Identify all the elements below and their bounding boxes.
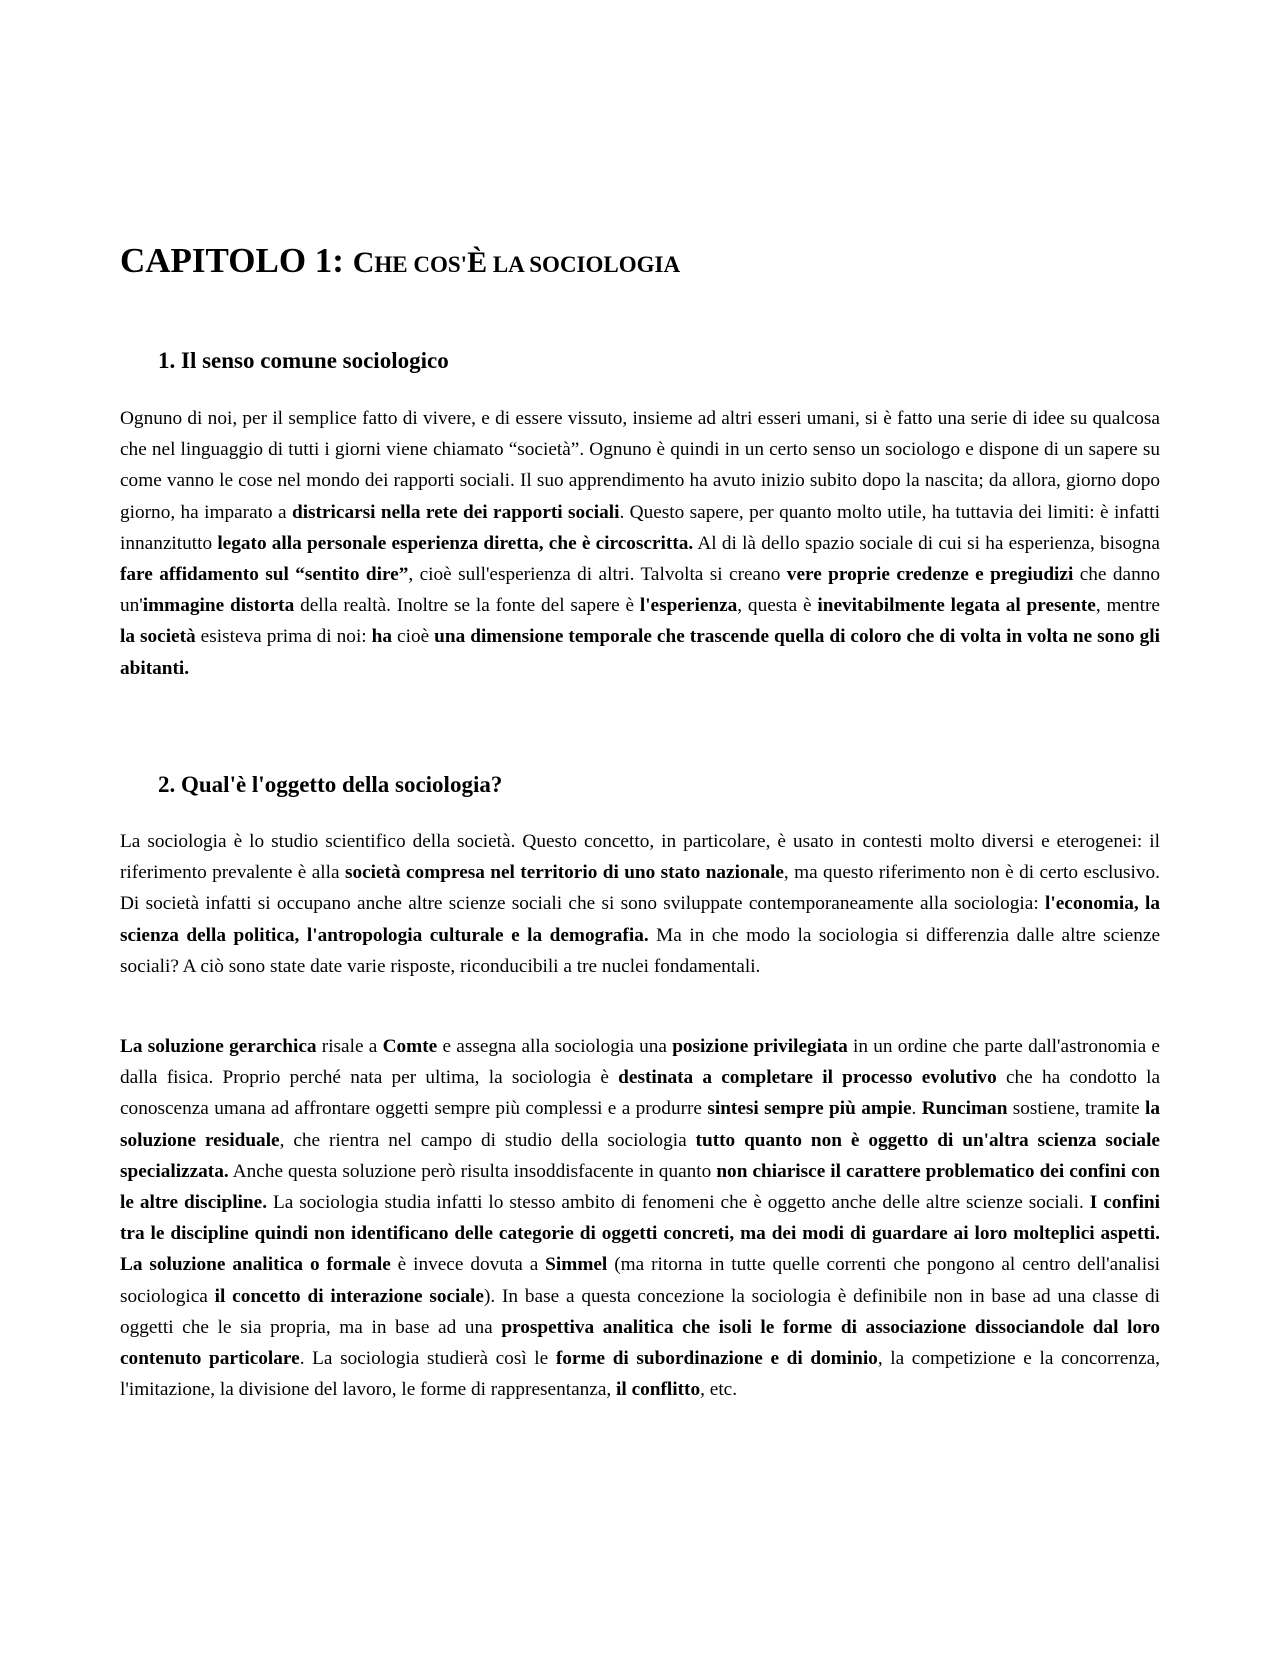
text-run: che danno un' (120, 564, 1160, 617)
bold-text-run: la società (120, 626, 196, 648)
text-run: . La sociologia studierà così le (299, 1348, 556, 1370)
bold-text-run: l'economia, la scienza della politica, l'antropologia culturale e la demografia. (120, 893, 1160, 946)
text-run: ). In base a questa concezione la sociologia è definibile non in base ad una classe di oggetti che le sia propria, ma in base ad una (120, 1285, 1161, 1338)
text-run: in un ordine che parte dall'astronomia e dalla fisica. Proprio perché nata per ultima, la sociologia è (120, 1036, 1160, 1089)
bold-text-run: una dimensione temporale che trascende quella di coloro che di volta in volta ne sono gli abitanti. (120, 626, 1160, 679)
text-run: Ognuno di noi, per il semplice fatto di vivere, e di essere vissuto, insieme ad altri esseri umani, si è fatto una serie di idee su qualcosa che nel linguaggio di tutti i giorni viene chiamato “società”. Ognuno è quindi in un certo senso un sociologo e dispone di un sapere su come vanno le cose nel mondo dei rapporti sociali. Il suo apprendimento ha avuto inizio subito dopo la nascita; da allora, giorno dopo giorno, ha imparato a (120, 408, 1160, 523)
bold-text-run: società compresa nel territorio di uno stato nazionale (344, 862, 784, 884)
bold-text-run: legato alla personale esperienza diretta, che è circoscritta. (217, 532, 694, 554)
bold-text-run: la soluzione residuale (120, 1098, 1160, 1151)
bold-text-run: non chiarisce il carattere problematico dei confini con le altre discipline. (120, 1160, 1161, 1214)
text-run: , etc. (700, 1379, 738, 1401)
chapter-title-accent: È (467, 246, 488, 279)
text-run: Al di là dello spazio sociale di cui si ha esperienza, bisogna (693, 532, 1160, 554)
bold-text-run: tutto quanto non è oggetto di un'altra scienza sociale specializzata. (120, 1129, 1160, 1182)
bold-text-run: Simmel (545, 1254, 608, 1276)
section-title-oggetto-sociologia: 2. Qual'è l'oggetto della sociologia? (158, 772, 503, 797)
chapter-number-label: CAPITOLO 1: (120, 241, 344, 280)
bold-text-run: posizione privilegiata (672, 1036, 848, 1057)
text-run: (ma ritorna in tutte quelle correnti che pongono al centro dell'analisi sociologica (120, 1254, 1160, 1307)
text-run: , che rientra nel campo di studio della sociologia (279, 1129, 696, 1151)
bold-text-run: vere proprie credenze e pregiudizi (786, 564, 1074, 586)
bold-text-run: Runciman (921, 1098, 1008, 1120)
text-run: Ma in che modo la sociologia si differenzia dalle altre scienze sociali? A ciò sono state date varie risposte, riconducibili a tre nuclei fondamentali. (120, 924, 1160, 977)
bold-text-run: l'esperienza (639, 595, 738, 617)
bold-text-run: Comte (382, 1036, 438, 1057)
bold-text-run: immagine distorta (142, 595, 295, 617)
bold-text-run: destinata a completare il processo evolutivo (618, 1067, 997, 1089)
bold-text-run: La soluzione gerarchica (120, 1036, 317, 1057)
bold-text-run: il conflitto (616, 1379, 701, 1401)
bold-text-run: ha (371, 626, 393, 648)
text-run: che ha condotto la conoscenza umana ad affrontare oggetti sempre più complessi e a produrre (120, 1067, 1160, 1120)
chapter-title (120, 240, 680, 282)
bold-text-run: sintesi sempre più ampie (707, 1098, 912, 1120)
paragraph (120, 826, 1160, 982)
bold-text-run: il concetto di interazione sociale (214, 1285, 484, 1307)
text-run: . (911, 1098, 922, 1120)
chapter-title-part2: LA SOCIOLOGIA (487, 252, 681, 277)
text-run: , questa è (737, 595, 818, 617)
text-run: e assegna alla sociologia una (437, 1036, 673, 1057)
text-run: , cioè sull'esperienza di altri. Talvolta si creano (408, 564, 787, 586)
text-run: esisteva prima di noi: (195, 626, 372, 648)
bold-text-run: fare affidamento sul “sentito dire” (120, 564, 409, 586)
text-run: La sociologia è lo studio scientifico della società. Questo concetto, in particolare, è usato in contesti molto diversi e eterogenei: il riferimento prevalente è alla (120, 831, 1160, 884)
text-run: cioè (392, 626, 435, 648)
text-run: , la competizione e la concorrenza, l'imitazione, la divisione del lavoro, le forme di rappresentanza, (120, 1348, 1161, 1401)
text-run: , mentre (1095, 595, 1160, 617)
text-run: Anche questa soluzione però risulta insoddisfacente in quanto (228, 1160, 717, 1182)
bold-text-run: inevitabilmente legata al presente (817, 595, 1096, 617)
paragraph (120, 1031, 1160, 1405)
text-run: risale a (316, 1036, 383, 1057)
bold-text-run: I confini tra le discipline quindi non identificano delle categorie di oggetti concreti, ma dei modi di guardare ai loro molteplici aspetti. La soluzione analitica o formale (120, 1192, 1161, 1276)
paragraph (120, 403, 1160, 684)
text-run: , ma questo riferimento non è di certo esclusivo. Di società infatti si occupano anche altre scienze sociali che si sono sviluppate contemporaneamente alla sociologia: (120, 862, 1160, 915)
text-run: La sociologia studia infatti lo stesso ambito di fenomeni che è oggetto anche delle altre scienze sociali. (267, 1192, 1090, 1214)
chapter-title-initial: C (352, 246, 375, 279)
bold-text-run: forme di subordinazione e di dominio (555, 1348, 878, 1370)
text-run: sostiene, tramite (1007, 1098, 1145, 1120)
text-run: è invece dovuta a (390, 1254, 546, 1276)
bold-text-run: prospettiva analitica che isoli le forme di associazione dissociandole dal loro contenuto particolare (120, 1316, 1160, 1370)
section-title-senso-comune: 1. Il senso comune sociologico (158, 348, 449, 373)
chapter-title-part1: HE COS' (374, 252, 468, 277)
bold-text-run: districarsi nella rete dei rapporti sociali (291, 501, 620, 523)
text-run: della realtà. Inoltre se la fonte del sapere è (294, 595, 640, 617)
text-run: . Questo sapere, per quanto molto utile, ha tuttavia dei limiti: è infatti innanzitutto (120, 501, 1160, 554)
